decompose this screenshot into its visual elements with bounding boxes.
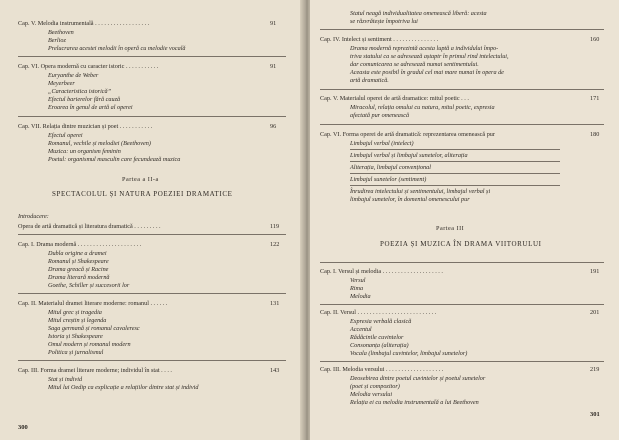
divider <box>18 234 286 235</box>
toc-item: Expresia verbală clasică <box>350 318 412 325</box>
toc-item: Drama literară modernă <box>48 274 110 281</box>
toc-page-number: 191 <box>590 268 600 275</box>
page-number: 300 <box>18 424 28 431</box>
toc-item: Aceasta este posibil în gradul cel mai mare numai în opera de <box>350 69 504 76</box>
toc-item: Romanul, vechile și melodiei (Beethoven) <box>48 140 151 147</box>
toc-page-number: 91 <box>270 63 277 70</box>
toc-item: Meyerbeer <box>48 80 75 87</box>
toc-page-number: 201 <box>590 309 600 316</box>
toc-item: Limbajul verbal (intelect) <box>350 140 414 147</box>
toc-page-number: 131 <box>270 300 280 307</box>
toc-page-number: 180 <box>590 131 600 138</box>
toc-item: Limbajul sunetelor (sentiment) <box>350 176 427 183</box>
toc-chapter: Cap. VI. Opera modernă cu caracter istoric . . . . . . . . . . . <box>18 63 159 70</box>
toc-item: Accentul <box>350 326 372 333</box>
toc-item: Relația ei cu melodia instrumentală a lui Beethoven <box>350 399 479 406</box>
toc-item: Euryanthe de Weber <box>48 72 99 79</box>
toc-chapter: Cap. III. Melodia versului . . . . . . . . . . . . . . . . . . . <box>320 366 444 373</box>
toc-item: Versul <box>350 277 366 284</box>
toc-item: afectată pur omenească <box>350 112 410 119</box>
divider <box>18 116 286 117</box>
toc-item: Drama modernă reprezintă acesta luptă a individului împo- <box>350 45 499 52</box>
toc-page-number: 122 <box>270 241 280 248</box>
toc-item: Istoria și Shakespeare <box>48 333 103 340</box>
toc-item: limbajul sunetelor, în domeniul omenescului pur <box>350 196 470 203</box>
intro-label: Introducere: <box>18 213 49 220</box>
toc-item: (poet și compozitor) <box>350 383 400 390</box>
divider <box>320 29 604 30</box>
toc-item: Saga germană și romanul cavaleresc <box>48 325 140 332</box>
toc-item: Înrudirea intelectului și sentimentului, limbajul verbal și <box>350 188 491 195</box>
toc-page-number: 219 <box>590 366 600 373</box>
toc-page-number: 160 <box>590 36 600 43</box>
toc-chapter: Cap. VI. Forma operei de artă dramatică: reprezentarea omenească pur <box>320 131 495 138</box>
divider <box>320 89 604 90</box>
toc-item: Eroarea în genul de artă al operei <box>48 104 133 111</box>
toc-chapter: Cap. I. Versul și melodia . . . . . . . . . . . . . . . . . . . . <box>320 268 443 275</box>
part-title: Partea III <box>436 225 465 232</box>
toc-item: Mitul creștin și legenda <box>48 317 107 324</box>
toc-chapter: Cap. II. Versul . . . . . . . . . . . . . . . . . . . . . . . . . . <box>320 309 437 316</box>
toc-item: Prelucrarea acestei melodii în operă cu melodie vocală <box>48 45 186 52</box>
toc-chapter: Cap. II. Materialul dramei literare moderne: romanul . . . . . . <box>18 300 168 307</box>
toc-item: Romanul și Shakespeare <box>48 258 109 265</box>
toc-item: Berlioz <box>48 37 66 44</box>
toc-item: Aliterația, limbajul convențional <box>350 164 431 171</box>
toc-item: Statul neagă individualitatea omenească liberă: acesta <box>350 10 487 17</box>
toc-item: Politica și jurnalismul <box>48 349 104 356</box>
toc-chapter: Cap. V. Materialul operei de artă dramatice: mitul poetic . . . <box>320 95 469 102</box>
left-page <box>0 0 306 440</box>
toc-item: „Caracteristica istorică” <box>48 88 112 95</box>
toc-item: Stat și individ <box>48 376 83 383</box>
divider <box>350 161 560 162</box>
toc-chapter: Cap. VII. Relația dintre muzician și poet . . . . . . . . . . . <box>18 123 153 130</box>
toc-item: Beethoven <box>48 29 74 36</box>
toc-item: triva statului ca se adresează aștaptr în primul rind intelectului, <box>350 53 509 60</box>
toc-item: Mitul grec și tragedia <box>48 309 102 316</box>
divider <box>320 262 604 263</box>
part-subtitle: POEZIA ȘI MUZICA ÎN DRAMA VIITORULUI <box>380 240 542 248</box>
toc-item: Melodia versului <box>350 391 393 398</box>
toc-item: Rădăcinile cuvintelor <box>350 334 404 341</box>
toc-chapter: Cap. IV. Intelect și sentiment . . . . . . . . . . . . . . . <box>320 36 439 43</box>
divider <box>18 360 286 361</box>
toc-chapter: Cap. V. Melodia instrumentală . . . . . . . . . . . . . . . . . . <box>18 20 150 27</box>
toc-item: Vocala (limbajul cuvintelor, limbajul sunetelor) <box>350 350 468 357</box>
toc-chapter: Cap. III. Forma dramei literare moderne; individul în stat . . . . <box>18 367 172 374</box>
toc-page-number: 171 <box>590 95 600 102</box>
toc-item: Drama greacă și Racine <box>48 266 109 273</box>
toc-item: dar comunicarea se adresează numai sentimentului. <box>350 61 479 68</box>
divider <box>18 56 286 57</box>
divider <box>320 361 604 362</box>
toc-chapter: Opera de artă dramatică și literatura dramatică . . . . . . . . . <box>18 223 161 230</box>
toc-page-number: 119 <box>270 223 280 230</box>
toc-item: Consonanța (aliterația) <box>350 342 409 349</box>
divider <box>320 304 604 305</box>
toc-page-number: 91 <box>270 20 277 27</box>
toc-item: Melodia <box>350 293 371 300</box>
toc-page-number: 143 <box>270 367 280 374</box>
toc-item: Poetul: organismul masculin care fecundează muzica <box>48 156 181 163</box>
page-number: 301 <box>590 411 600 418</box>
divider <box>350 173 560 174</box>
toc-chapter: Cap. I. Drama modernă . . . . . . . . . . . . . . . . . . . . . <box>18 241 142 248</box>
divider <box>350 149 560 150</box>
toc-item: Efectul operei <box>48 132 83 139</box>
divider <box>18 293 286 294</box>
toc-item: Deosebirea dintre poetul cuvintelor și poetul sunetelor <box>350 375 486 382</box>
toc-item: Omul modern și romanul modern <box>48 341 131 348</box>
toc-item: Goethe, Schiller și succesorii lor <box>48 282 130 289</box>
right-page <box>310 0 619 440</box>
toc-item: artă dramatică. <box>350 77 389 84</box>
part-title: Partea a II-a <box>122 176 159 183</box>
toc-item: Miracolul, relația omului cu natura, mitul poetic, expresia <box>350 104 495 111</box>
divider <box>350 185 560 186</box>
toc-item: Dubla origine a dramei <box>48 250 107 257</box>
toc-item: Efectul barierelor fără cauză <box>48 96 121 103</box>
divider <box>320 124 604 125</box>
toc-item: Limbajul verbal și limbajul sunetelor, aliterația <box>350 152 468 159</box>
toc-page-number: 96 <box>270 123 277 130</box>
part-subtitle: SPECTACOLUL ȘI NATURA POEZIEI DRAMATICE <box>52 190 233 198</box>
toc-item: Mitul lui Oedip ca explicație a relațiilor dintre stat și individ <box>48 384 199 391</box>
toc-item: Rima <box>350 285 364 292</box>
toc-item: Muzica: un organism feminin <box>48 148 121 155</box>
toc-item: se răzvrătește împotriva lui <box>350 18 418 25</box>
